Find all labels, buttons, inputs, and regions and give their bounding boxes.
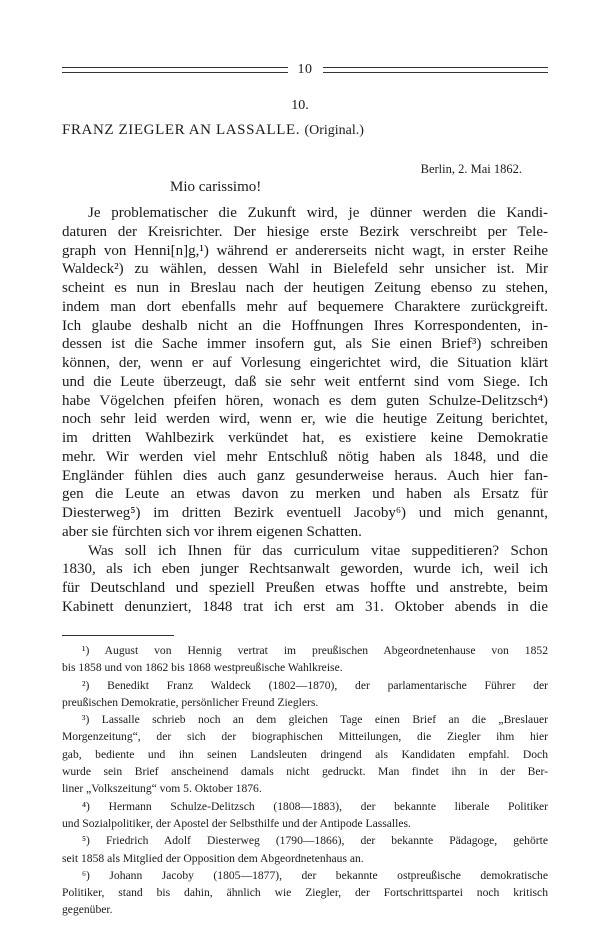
- footnotes: [62, 642, 548, 919]
- footnote-3-line: wurde sein Brief anscheinend damals nicht gedruckt. Man findet ihn in der Ber-: [62, 765, 548, 779]
- footnote-4-line: ⁴) Hermann Schulze-Delitzsch (1808—1883), der bekannte liberale Politiker: [82, 799, 548, 813]
- body-line: dessen ist die Sache immer insofern gut, als Sie einen Brief³) schreiben: [62, 336, 548, 353]
- letter-title: [62, 122, 548, 139]
- body-line: Was soll ich Ihnen für das curriculum vitae suppeditieren? Schon: [88, 542, 548, 559]
- footnote-5-line: seit 1858 als Mitglied der Opposition dem Abgeordnetenhaus an.: [62, 851, 364, 865]
- body-line: können, der, wenn er auf Vorlesung eingerichtet wird, die Situation klärt: [62, 355, 548, 371]
- body-line: Diesterweg⁵) im dritten Bezirk eventuell Jacoby⁶) und mich genannt,: [62, 505, 548, 521]
- footnote-3-line: liner „Volkszeitung“ vom 5. Oktober 1876.: [62, 782, 262, 796]
- body-line: scheint es nun in Breslau nach der heutigen Zeitung ebenso zu stehen,: [62, 280, 548, 296]
- body-line: Waldeck²) zu wählen, dessen Wahl in Bielefeld sehr unsicher ist. Mir: [62, 261, 548, 278]
- footnote-2-line: ²) Benedikt Franz Waldeck (1802—1870), der parlamentarische Führer der: [82, 678, 548, 692]
- footnote-separator: [62, 635, 174, 636]
- letter-number: 10.: [291, 98, 309, 113]
- footnote-2-line: preußischen Demokratie, persönlicher Freund Zieglers.: [62, 695, 319, 709]
- body-line: 1830, als ich eben junger Rechtsanwalt geworden, wurde ich, weil ich: [62, 561, 548, 578]
- body-line: Kabinett denunziert, 1848 trat ich erst am 31. Oktober abends in die: [62, 598, 548, 615]
- body-line: gen die Leute an etwas davon zu merken und haben als Ersatz für: [62, 486, 548, 503]
- footnote-5-line: ⁵) Friedrich Adolf Diesterweg (1790—1866), der bekannte Pädagoge, gehörte: [82, 834, 548, 848]
- body-line: aber sie fürchten sich vor ihrem eigenen Schatten.: [62, 523, 362, 540]
- footnote-6-line: Politiker, stand bis dahin, ähnlich wie Ziegler, der Fortschrittspartei noch kritisch: [62, 886, 548, 900]
- body-line: Ich glaube deshalb nicht an die Hoffnungen Ihres Korrespondenten, in-: [62, 317, 548, 334]
- letter-body: [62, 204, 548, 617]
- letter-title-main: FRANZ ZIEGLER AN LASSALLE.: [62, 122, 301, 138]
- footnote-1-line: ¹) August von Hennig vertrat im preußischen Abgeordnetenhause von 1852: [82, 644, 548, 657]
- body-line: Engländer fühlen dies auch ganz gesunderweise heraus. Auch hier fan-: [62, 467, 548, 484]
- body-line: und die Leute überzeugt, daß sie sehr weit entfernt sind vom Siege. Ich: [62, 373, 548, 390]
- letter-title-note: (Original.): [304, 123, 364, 138]
- running-head-rule-left: [62, 67, 288, 73]
- body-line: habe Vögelchen pfeifen hören, wonach es dem guten Schulze-Delitzsch⁴): [62, 392, 548, 409]
- body-line: noch sehr leid werden wird, wenn er, wie die heutige Zeitung berichtet,: [62, 411, 548, 428]
- body-line: im dritten Wahlbezirk verkündet hat, es existiere keine Demokratie: [62, 430, 548, 446]
- salutation: Mio carissimo!: [170, 179, 262, 195]
- running-head: [62, 62, 548, 78]
- running-head-rule-right: [323, 67, 549, 73]
- footnote-6-line: ⁶) Johann Jacoby (1805—1877), der bekannte ostpreußische demokratische: [82, 868, 548, 882]
- page-number: 10: [297, 62, 313, 77]
- body-line: graph von Henni[n]g,¹) während er andererseits nicht wagt, in erster Reihe: [62, 242, 548, 259]
- footnote-4-line: und Sozialpolitiker, der Apostel der Selbsthilfe und der Antipode Lassalles.: [62, 816, 411, 830]
- footnote-3-line: gab, bediente und ihn seinen Landsleuten dringend als Kandidaten empfahl. Doch: [62, 747, 548, 761]
- footnote-1-line: bis 1858 und von 1862 bis 1868 westpreußische Wahlkreise.: [62, 661, 343, 675]
- body-line: für Deutschland und speziell Preußen etwas hoffte und anstrebte, beim: [62, 580, 548, 596]
- footnote-3-line: ³) Lassalle schrieb noch an dem gleichen Tage einen Brief an die „Breslauer: [82, 713, 548, 727]
- footnote-6-line: gegenüber.: [62, 903, 113, 917]
- footnote-3-line: Morgenzeitung“, der sich der biographischen Mitteilungen, die Ziegler ihm hier: [62, 730, 548, 744]
- body-line: mehr. Wir werden viel mehr Entschluß nötig haben als 1848, und die: [62, 448, 548, 465]
- body-line: indem man dort ebenfalls mehr auf bequemere Charaktere zurückgreift.: [62, 298, 548, 315]
- body-line: Je problematischer die Zukunft wird, je dünner werden die Kandi-: [88, 205, 548, 221]
- dateline: Berlin, 2. Mai 1862.: [420, 162, 522, 176]
- body-line: daturen der Kreisrichter. Der hiesige erste Bezirk verschreibt per Tele-: [62, 223, 548, 240]
